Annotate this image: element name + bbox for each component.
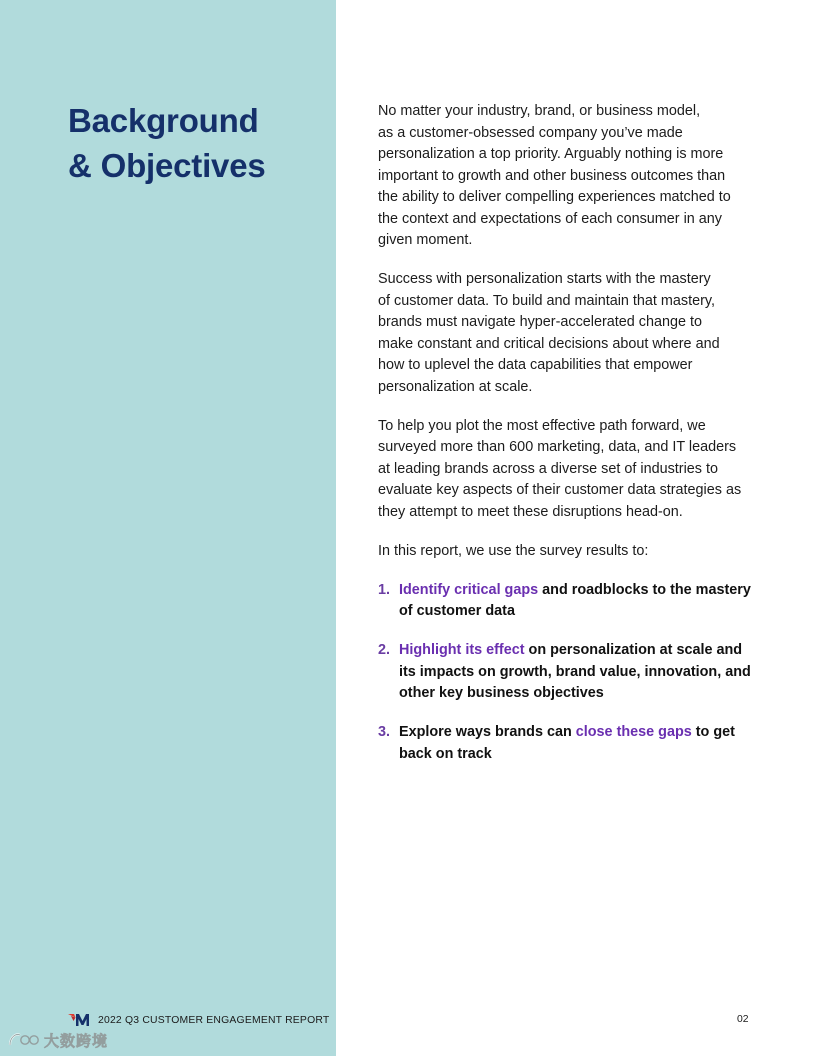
body-content — [378, 101, 750, 783]
list-item — [378, 580, 750, 623]
text-line: personalization a top priority. Arguably nothing is more — [378, 146, 724, 162]
report-title: 2022 Q3 CUSTOMER ENGAGEMENT REPORT — [98, 1014, 330, 1026]
text-line: make constant and critical decisions about where and — [378, 335, 720, 352]
page-title-line2: & Objectives — [68, 147, 266, 184]
survey-paragraph — [378, 416, 750, 524]
list-item-text: and roadblocks to the mastery — [538, 581, 751, 598]
text-line: how to uplevel the data capabilities that empower — [378, 357, 693, 373]
list-number: 1. — [378, 581, 391, 598]
list-number: 3. — [378, 724, 391, 740]
list-intro-paragraph — [378, 541, 750, 563]
watermark-logo-icon — [8, 1031, 40, 1049]
list-item — [378, 640, 750, 705]
watermark — [8, 1030, 108, 1050]
text-line: evaluate key aspects of their customer data strategies as — [378, 482, 742, 498]
text-line: In this report, we use the survey results to: — [378, 542, 649, 559]
text-line: important to growth and other business outcomes than — [378, 167, 726, 184]
text-line: surveyed more than 600 marketing, data, and IT leaders — [378, 439, 737, 455]
objectives-list — [378, 580, 750, 766]
m-logo-icon — [68, 1013, 90, 1027]
intro-paragraph — [378, 101, 750, 252]
text-line: the ability to deliver compelling experiences matched to — [378, 189, 731, 205]
text-line: brands must navigate hyper-accelerated change to — [378, 314, 702, 330]
text-line: given moment. — [378, 232, 473, 248]
list-item-line: back on track — [399, 745, 492, 762]
list-item — [378, 722, 750, 765]
text-line: No matter your industry, brand, or business model, — [378, 103, 701, 119]
list-item-line — [399, 640, 750, 662]
page-title-line1: Background — [68, 102, 259, 139]
text-line: as a customer-obsessed company you’ve made — [378, 124, 683, 141]
page-number: 02 — [737, 1014, 749, 1025]
text-line: personalization at scale. — [378, 378, 533, 395]
list-item-line: its impacts on growth, brand value, innovation, and — [399, 663, 751, 680]
text-line: To help you plot the most effective path forward, we — [378, 417, 706, 434]
list-item-line: of customer data — [399, 603, 515, 619]
page-title — [68, 98, 328, 188]
highlight-text: close these gaps — [575, 724, 692, 740]
text-line: they attempt to meet these disruptions head-on. — [378, 503, 683, 520]
text-line: at leading brands across a diverse set of industries to — [378, 460, 718, 477]
list-item-line — [399, 722, 750, 744]
highlight-text: Identify critical gaps — [399, 581, 539, 598]
list-number: 2. — [378, 642, 391, 658]
mastery-paragraph — [378, 269, 750, 398]
highlight-text: Highlight its effect — [399, 642, 525, 658]
watermark-text: 大数跨境 — [44, 1031, 109, 1050]
footer-brand — [68, 1012, 329, 1028]
list-item-text: to get — [691, 724, 735, 740]
text-line: the context and expectations of each consumer in any — [378, 210, 722, 227]
text-line: of customer data. To build and maintain that mastery, — [378, 292, 716, 309]
list-item-line — [399, 580, 750, 602]
text-line: Success with personalization starts with the mastery — [378, 271, 711, 287]
list-item-text: on personalization at scale and — [524, 642, 743, 658]
list-item-text: Explore ways brands can — [399, 724, 576, 740]
list-item-line: other key business objectives — [399, 685, 604, 701]
